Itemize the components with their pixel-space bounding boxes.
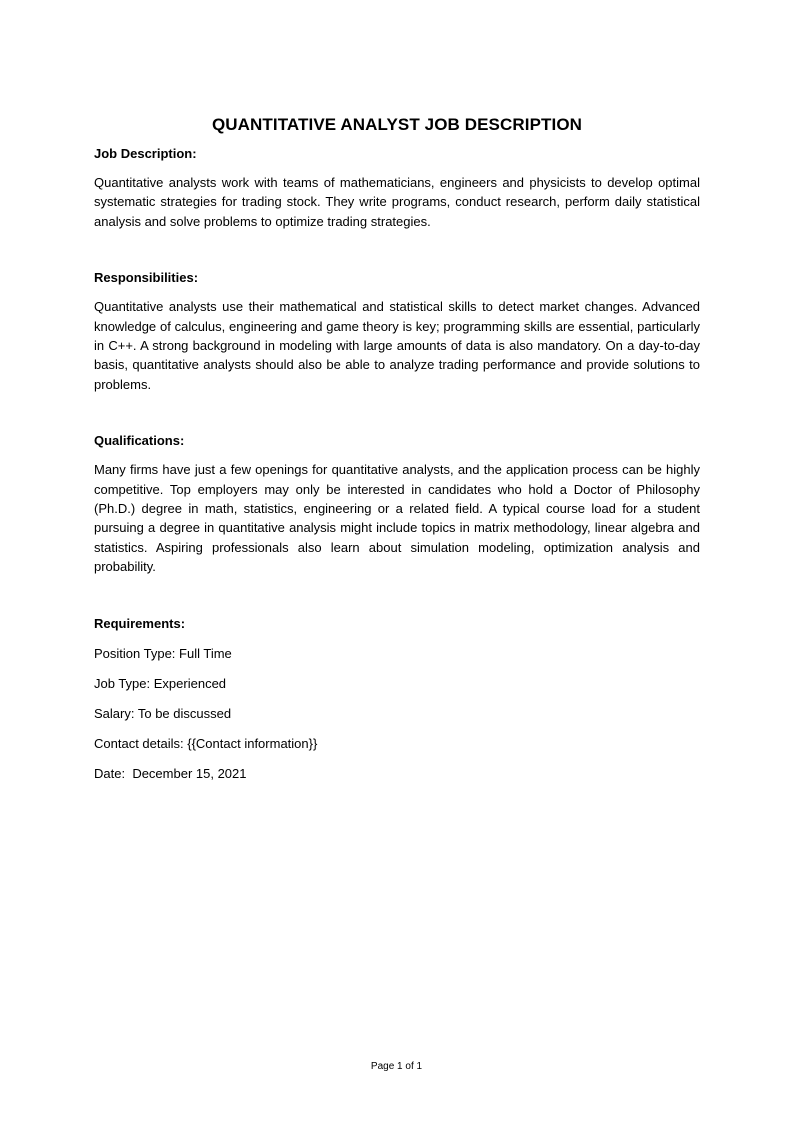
qualifications-heading: Qualifications: [94,433,185,449]
job-description-heading: Job Description: [94,146,197,161]
contact-value: {{Contact information}} [187,736,318,752]
requirements-section [94,614,700,783]
page-number: Page 1 of 1 [370,1061,423,1072]
contact-row [94,734,700,753]
date-value: December 15, 2021 [132,766,247,782]
document-content [94,114,700,783]
date-row [94,764,700,783]
job-type-label: Job Type: [94,676,151,692]
qualifications-body: Many firms have just a few openings for quantitative analysts, and the application process can be highly competitive. Top employers may only be interested in candidates who hold a Doctor of Philosophy (Ph.D.) degree in math, statistics, engineering or a related field. A typical course load for a student pursuing a degree in quantitative analysis might include topics in matrix methodology, linear algebra and statistics. Aspiring professionals also learn about simulation modeling, optimization analysis and probability. [94,462,700,575]
responsibilities-heading: Responsibilities: [94,270,199,286]
job-type-row [94,674,700,693]
date-label: Date: [94,766,126,782]
job-description-body: Quantitative analysts work with teams of mathematicians, engineers and physicists to develop optimal systematic strategies for trading stock. They write programs, conduct research, perform daily statistical analysis and solve problems to optimize trading strategies. [94,175,700,229]
position-type-value: Full Time [179,646,232,662]
salary-value: To be discussed [137,706,232,722]
document-title: QUANTITATIVE ANALYST JOB DESCRIPTION [211,115,583,134]
page-footer [0,1060,793,1074]
requirements-heading: Requirements: [94,615,186,631]
qualifications-section [94,431,700,576]
job-type-value: Experienced [153,676,227,692]
responsibilities-section [94,268,700,394]
responsibilities-body: Quantitative analysts use their mathematical and statistical skills to detect market changes. Advanced knowledge of calculus, engineering and game theory is key; programming skills are essential, particularly in C++. A strong background in modeling with large amounts of data is also mandatory. On a day-to-day basis, quantitative analysts should also be able to analyze trading performance and provide solutions to problems. [94,299,700,392]
salary-row [94,704,700,723]
salary-label: Salary: [94,706,135,722]
contact-label: Contact details: [94,736,184,752]
job-description-section [94,144,700,231]
position-type-row [94,644,700,663]
position-type-label: Position Type: [94,646,176,662]
